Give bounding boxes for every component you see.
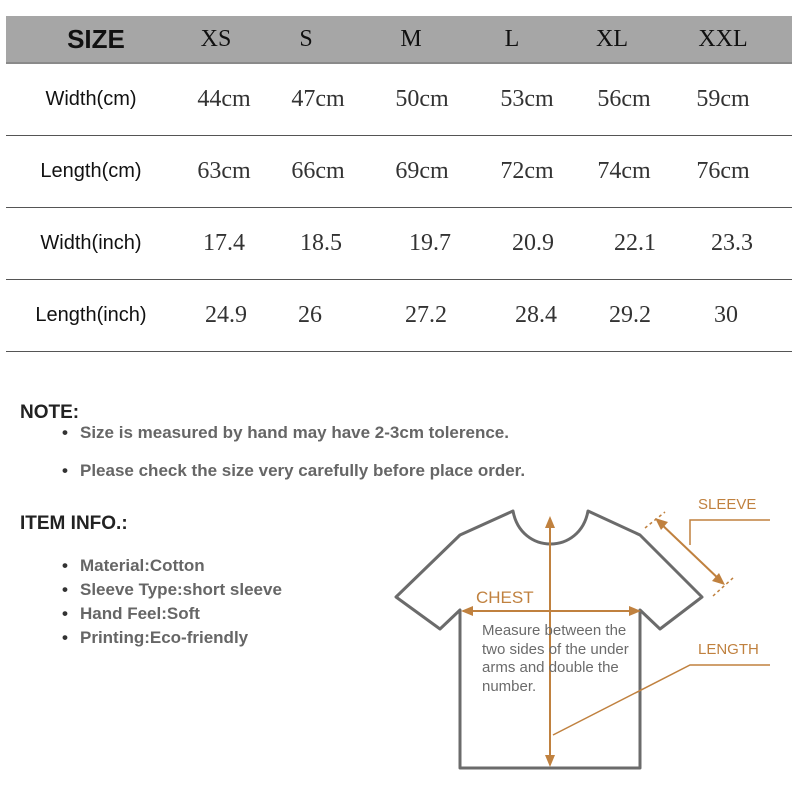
- note-list: [62, 423, 525, 499]
- table-cell: 29.2: [609, 302, 651, 328]
- sleeve-label: SLEEVE: [698, 496, 757, 513]
- length-arrowhead-bottom: [545, 755, 555, 767]
- size-col-s: S: [299, 25, 313, 52]
- table-cell: 19.7: [409, 230, 451, 256]
- chest-label: CHEST: [476, 588, 534, 607]
- size-table: [6, 16, 792, 352]
- table-row: [6, 136, 792, 208]
- item-info-title: ITEM INFO.:: [20, 513, 128, 534]
- item-info-text: Printing:Eco-friendly: [80, 628, 249, 647]
- table-row: [6, 280, 792, 352]
- bullet-icon: •: [62, 580, 68, 599]
- table-cell: 56cm: [597, 86, 651, 112]
- size-table-header: [6, 16, 792, 64]
- item-info-text: Hand Feel:Soft: [80, 604, 200, 623]
- size-col-m: M: [400, 25, 422, 52]
- table-cell: 76cm: [696, 158, 750, 184]
- sleeve-edge-dash: [645, 512, 665, 528]
- list-item: [62, 603, 282, 627]
- bullet-icon: •: [62, 628, 68, 647]
- size-header-label: SIZE: [67, 23, 125, 54]
- bullet-icon: •: [62, 461, 68, 480]
- sleeve-edge-dash: [713, 577, 734, 596]
- note-title: NOTE:: [20, 402, 80, 423]
- table-cell: 30: [714, 302, 738, 328]
- table-row: [6, 208, 792, 280]
- table-cell: 23.3: [711, 230, 753, 256]
- table-cell: 27.2: [405, 302, 447, 328]
- table-cell: 26: [298, 302, 322, 328]
- row-label: Width(inch): [40, 232, 142, 254]
- list-item: [62, 423, 525, 461]
- length-label: LENGTH: [698, 641, 759, 658]
- table-cell: 63cm: [197, 158, 251, 184]
- table-cell: 72cm: [500, 158, 554, 184]
- list-item: [62, 461, 525, 499]
- size-col-l: L: [504, 25, 520, 52]
- table-cell: 74cm: [597, 158, 651, 184]
- row-label: Length(inch): [35, 304, 147, 326]
- table-cell: 24.9: [205, 302, 247, 328]
- sleeve-arrow: [658, 521, 722, 582]
- table-cell: 22.1: [614, 230, 656, 256]
- item-info-text: Material:Cotton: [80, 556, 205, 575]
- size-col-xs: XS: [200, 25, 232, 52]
- sleeve-arrowhead-top: [655, 518, 668, 530]
- list-item: [62, 627, 282, 651]
- sleeve-arrowhead-bottom: [712, 573, 725, 585]
- chest-arrowhead-left: [461, 606, 473, 616]
- row-label: Length(cm): [40, 160, 142, 182]
- sleeve-leader-line: [690, 520, 770, 545]
- table-row: [6, 64, 792, 136]
- chest-arrowhead-right: [629, 606, 641, 616]
- size-col-xxl: XXL: [698, 25, 748, 52]
- note-text: Please check the size very carefully before place order.: [80, 461, 526, 480]
- table-cell: 20.9: [512, 230, 554, 256]
- row-label: Width(cm): [45, 88, 137, 110]
- table-cell: 50cm: [395, 86, 449, 112]
- note-text: Size is measured by hand may have 2-3cm tolerence.: [80, 423, 509, 442]
- table-cell: 66cm: [291, 158, 345, 184]
- table-cell: 59cm: [696, 86, 750, 112]
- table-cell: 47cm: [291, 86, 345, 112]
- item-info-text: Sleeve Type:short sleeve: [80, 580, 282, 599]
- table-cell: 28.4: [515, 302, 557, 328]
- bullet-icon: •: [62, 604, 68, 623]
- table-cell: 44cm: [197, 86, 251, 112]
- length-arrowhead-top: [545, 516, 555, 528]
- table-cell: 69cm: [395, 158, 449, 184]
- list-item: [62, 555, 282, 579]
- table-cell: 17.4: [203, 230, 245, 256]
- table-cell: 53cm: [500, 86, 554, 112]
- item-info-list: [62, 555, 282, 651]
- bullet-icon: •: [62, 423, 68, 442]
- size-col-xl: XL: [596, 25, 628, 52]
- table-cell: 18.5: [300, 230, 342, 256]
- chest-measure-instructions: Measure between the two sides of the under arms and double the number.: [482, 622, 629, 695]
- list-item: [62, 579, 282, 603]
- bullet-icon: •: [62, 556, 68, 575]
